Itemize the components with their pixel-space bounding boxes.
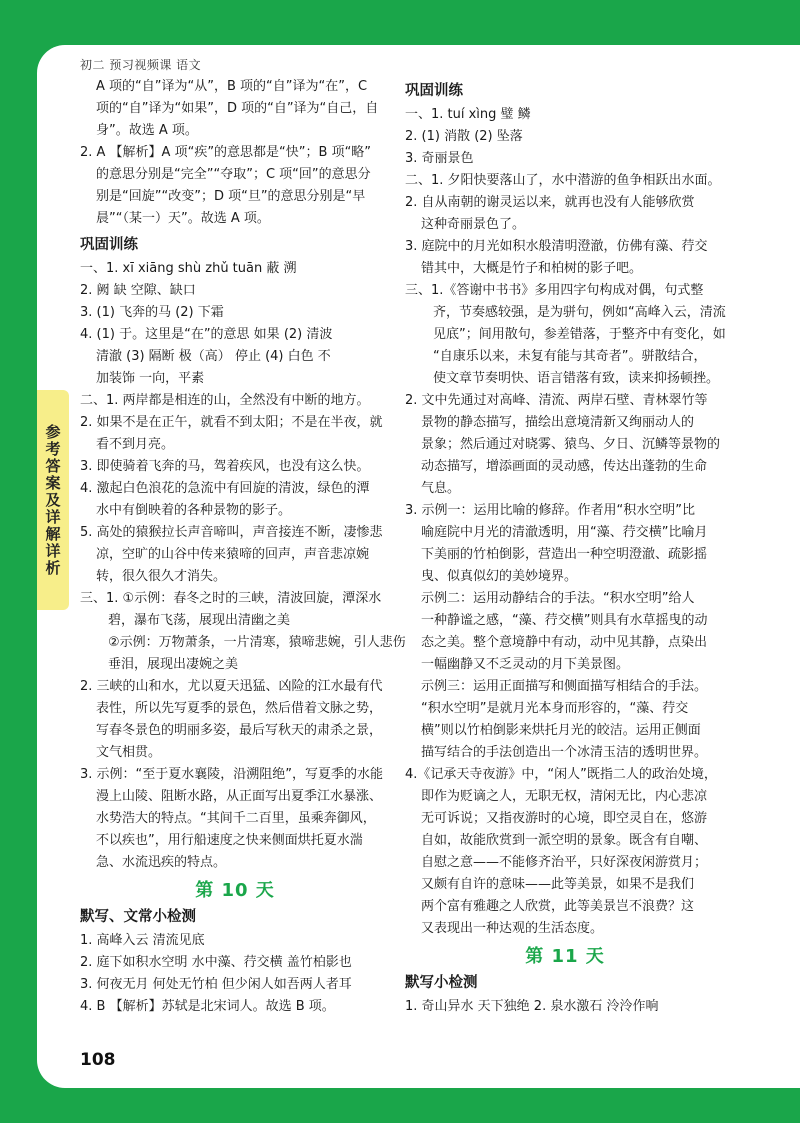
page-number: 108 [80,1050,116,1070]
left-text-line: 不以疾也”，用行船速度之快来侧面烘托夏水湍 [96,833,363,848]
right-text-line: 3. 示例一：运用比喻的修辞。作者用“积水空明”比 [405,503,696,518]
left-day-heading: 第 10 天 [195,880,275,901]
right-text-line: 曳、似真似幻的美妙境界。 [421,569,578,584]
left-text-line: 二、1. 两岸都是相连的山，全然没有中断的地方。 [80,393,370,408]
right-text-line: “积水空明”是就月光本身而形容的，“藻、荇交 [421,701,689,716]
left-text-line: 项的“自”译为“如果”，D 项的“自”译为“自己，自 [96,101,379,116]
left-text-line: 加装饰 一向，平素 [96,371,205,386]
left-text-line: 一、1. xī xiāng shù zhǔ tuān 蔽 溯 [80,261,297,276]
right-text-line: 态之美。整个意境静中有动，动中见其静，点染出 [421,635,708,650]
right-text-line: 示例二：运用动静结合的手法。“积水空明”给人 [421,591,695,606]
right-text-line: 无可诉说；又指夜游时的心境，即空灵自在，悠游 [421,811,708,826]
left-text-line: 表性，所以先写夏季的景色，然后借着文脉之势， [96,701,383,716]
right-text-line: 2. 自从南朝的谢灵运以来，就再也没有人能够欣赏 [405,195,695,210]
left-text-line: 三、1. ①示例：春冬之时的三峡，清波回旋，潭深水 [80,591,382,606]
right-text-line: 一种静谧之感，“藻、荇交横”则具有水草摇曳的动 [421,613,708,628]
left-text-line: 4. (1) 于。这里是“在”的意思 如果 (2) 清波 [80,327,333,342]
right-text-line: 动态描写，增添画面的灵动感，传达出蓬勃的生命 [421,459,708,474]
right-text-line: 又颇有自许的意味——此等美景，如果不是我们 [421,877,695,892]
left-text-line: 转，很久很久才消失。 [96,569,227,584]
left-text-line: 3. 示例：“至于夏水襄陵，沿溯阻绝”，写夏季的水能 [80,767,384,782]
left-text-line: 5. 高处的猿猴拉长声音啼叫，声音接连不断，凄惨悲 [80,525,383,540]
left-text-line: 碧，瀑布飞荡，展现出清幽之美 [108,613,291,628]
right-text-line: 这种奇丽景色了。 [421,217,526,232]
right-text-line: 4.《记承天寺夜游》中，“闲人”既指二人的政治处境， [405,767,717,782]
left-text-line: 2. 三峡的山和水，尤以夏天迅猛、凶险的江水最有代 [80,679,383,694]
left-text-line: 水中有倒映着的各种景物的影子。 [96,503,292,518]
left-text-line: 2. 阙 缺 空隙、缺口 [80,283,196,298]
left-text-line: 看不到月亮。 [96,437,175,452]
right-text-line: 1. 奇山异水 天下独绝 2. 泉水激石 泠泠作响 [405,999,659,1014]
left-text-line: A 项的“自”译为“从”，B 项的“自”译为“在”，C [96,79,368,94]
left-text-line: 4. 激起白色浪花的急流中有回旋的清波，绿色的潭 [80,481,370,496]
right-text-line: 三、1.《答谢中书书》多用四字句构成对偶，句式整 [405,283,704,298]
right-text-line: 错其中，大概是竹子和柏树的影子吧。 [421,261,643,276]
right-text-line: 2. (1) 消散 (2) 坠落 [405,129,523,144]
right-text-line: 示例三：运用正面描写和侧面描写相结合的手法。 [421,679,708,694]
right-text-line: 3. 奇丽景色 [405,151,474,166]
left-column [80,76,406,1018]
right-section-heading: 巩固训练 [405,83,463,99]
left-text-line: ②示例：万物萧条，一片清寒，猿啼悲婉，引人悲伤 [108,635,406,650]
left-text-line: 4. B 【解析】苏轼是北宋词人。故选 B 项。 [80,999,335,1014]
left-text-line: 水势浩大的特点。“其间千二百里，虽乘奔御风， [96,811,376,826]
right-text-line: 喻庭院中月光的清澈透明，用“藻、荇交横”比喻月 [421,525,708,540]
right-column [405,76,725,1018]
right-text-line: 景物的静态描写，描绘出意境清新又绚丽动人的 [421,415,695,430]
right-text-line: 自慰之意——不能修齐治平，只好深夜闲游赏月； [421,855,708,870]
left-text-line: 文气相贯。 [96,745,162,760]
right-text-line: 下美丽的竹柏倒影，营造出一种空明澄澈、疏影摇 [421,547,708,562]
right-section-heading: 默写小检测 [405,975,478,991]
right-text-line: 一、1. tuí xìng 璧 鳞 [405,107,531,122]
left-text-line: 清澈 (3) 隔断 极（高） 停止 (4) 白色 不 [96,349,331,364]
left-text-line: 急、水流迅疾的特点。 [96,855,227,870]
right-text-line: 见底”；间用散句，参差错落，于整齐中有变化，如 [433,327,726,342]
side-tab [37,390,69,610]
right-text-line: 齐，节奏感较强，是为骈句，例如“高峰入云，清流 [433,305,726,320]
left-text-line: 2. A 【解析】A 项“疾”的意思都是“快”；B 项“略” [80,145,372,160]
left-text-line: 3. (1) 飞奔的马 (2) 下霜 [80,305,224,320]
right-text-line: 又表现出一种达观的生活态度。 [421,921,604,936]
page-header: 初二 预习视频课 语文 [80,58,202,72]
right-text-line: 景象；然后通过对晓雾、猿鸟、夕日、沉鳞等景物的 [421,437,721,452]
left-text-line: 身”。故选 A 项。 [96,123,198,138]
left-text-line: 2. 庭下如积水空明 水中藻、荇交横 盖竹柏影也 [80,955,352,970]
left-text-line: 3. 何夜无月 何处无竹柏 但少闲人如吾两人者耳 [80,977,352,992]
right-day-heading: 第 11 天 [525,946,605,967]
left-text-line: 漫上山陵、阻断水路，从正面写出夏季江水暴涨、 [96,789,383,804]
left-text-line: 2. 如果不是在正午，就看不到太阳；不是在半夜，就 [80,415,383,430]
right-text-line: 使文章节奏明快、语言错落有致，读来抑扬顿挫。 [433,371,720,386]
right-text-line: 气息。 [421,481,461,496]
right-text-line: 横”则以竹柏倒影来烘托月光的皎洁。运用正侧面 [421,723,701,738]
right-text-line: 描写结合的手法创造出一个冰清玉洁的透明世界。 [421,745,708,760]
right-text-line: 即作为贬谪之人，无职无权，清闲无比，内心悲凉 [421,789,708,804]
right-text-line: 3. 庭院中的月光如积水般清明澄澈，仿佛有藻、荇交 [405,239,708,254]
left-text-line: 别是“回旋”“改变”；D 项“旦”的意思分别是“早 [96,189,366,204]
right-text-line: 2. 文中先通过对高峰、清流、两岸石壁、青林翠竹等 [405,393,708,408]
right-text-line: 二、1. 夕阳快要落山了，水中潜游的鱼争相跃出水面。 [405,173,721,188]
left-text-line: 凉，空旷的山谷中传来猿啼的回声，声音悲凉婉 [96,547,370,562]
left-text-line: 晨”“（某一）天”。故选 A 项。 [96,211,270,226]
left-text-line: 3. 即使骑着飞奔的马，驾着疾风，也没有这么快。 [80,459,370,474]
right-text-line: 一幅幽静又不乏灵动的月下美景图。 [421,657,630,672]
left-text-line: 1. 高峰入云 清流见底 [80,933,205,948]
right-text-line: “自康乐以来，未复有能与其奇者”。骈散结合， [433,349,707,364]
left-section-heading: 巩固训练 [80,237,138,253]
left-text-line: 的意思分别是“完全”“夺取”；C 项“回”的意思分 [96,167,371,182]
left-section-heading: 默写、文常小检测 [80,909,196,925]
right-text-line: 两个富有雅趣之人欣赏，此等美景岂不浪费？这 [421,899,695,914]
side-tab-label: 参考答案及详解详析 [43,423,62,577]
left-text-line: 写春冬景色的明丽多姿，最后写秋天的肃杀之景， [96,723,383,738]
left-text-line: 垂泪，展现出凄婉之美 [108,657,239,672]
right-text-line: 自如，故能欣赏到一派空明的景象。既含有自嘲、 [421,833,708,848]
